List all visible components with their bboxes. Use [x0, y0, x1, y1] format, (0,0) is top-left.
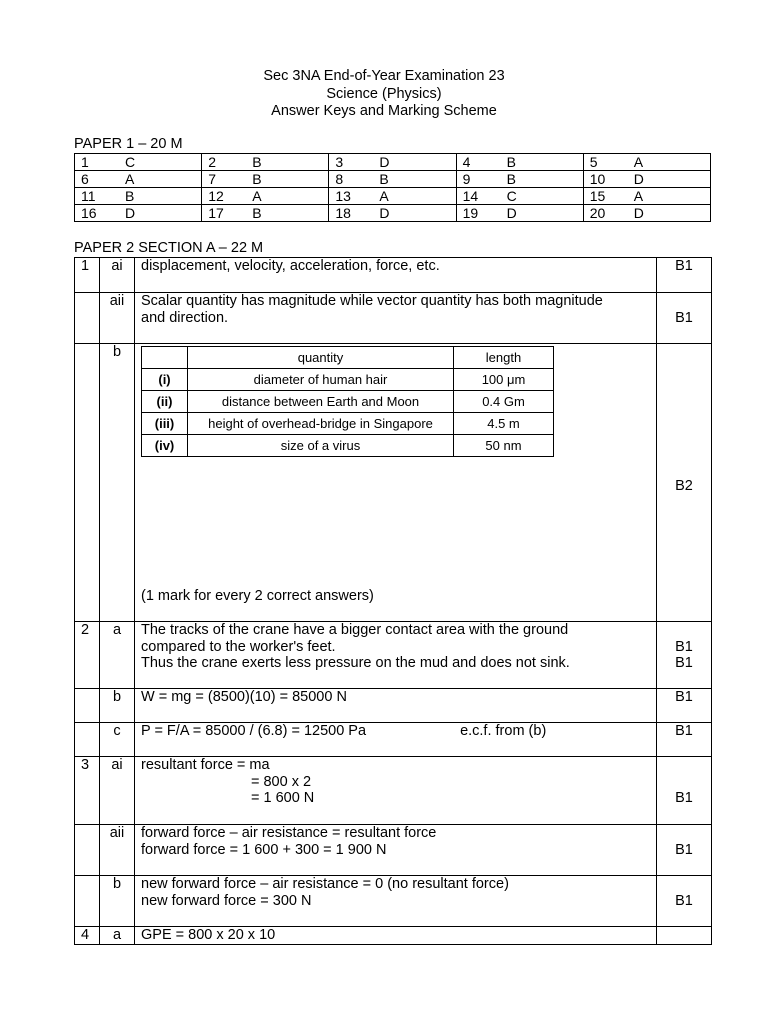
mark-value: B2: [675, 478, 693, 494]
table-row: [75, 188, 711, 205]
question-number: 11: [81, 188, 96, 204]
answer-line: and direction.: [141, 309, 229, 326]
length-cell: 0.4 Gm: [454, 391, 554, 413]
answer-cell: [329, 188, 456, 205]
answer-letter: D: [379, 205, 390, 221]
ecf-note: e.c.f. from (b): [460, 723, 547, 739]
mark-cell: [657, 825, 712, 876]
answer-cell: [456, 188, 583, 205]
table-row: [75, 622, 712, 689]
answer-line: = 800 x 2: [251, 773, 312, 790]
answer-line: GPE = 800 x 20 x 10: [141, 927, 276, 943]
answer-letter: B: [252, 205, 262, 221]
answer-letter: B: [506, 154, 516, 170]
question-number: 2: [208, 154, 216, 170]
paper2-heading: PAPER 2 SECTION A – 22 M: [74, 240, 264, 256]
table-row: [75, 258, 712, 293]
paper2-marking-table: [74, 257, 712, 945]
question-number: 8: [335, 171, 344, 187]
quantity-length-table: [141, 346, 554, 457]
mark-value: B1: [675, 258, 693, 274]
question-number: 1: [75, 258, 100, 293]
answer-cell: [456, 171, 583, 188]
answer-cell: [75, 154, 202, 171]
subpart-label: a: [100, 622, 135, 689]
answer-letter: B: [125, 188, 135, 204]
mark-cell: [657, 293, 712, 344]
title-line-subject: Science (Physics): [326, 85, 442, 102]
mark-value: B1: [675, 790, 693, 806]
mark-value: B1: [675, 689, 693, 705]
title-line-exam: Sec 3NA End-of-Year Examination 23: [263, 68, 505, 84]
answer-line: compared to the worker's feet.: [141, 638, 336, 655]
table-row: [75, 344, 712, 622]
length-cell: 50 nm: [454, 435, 554, 457]
document-title: [0, 68, 768, 121]
mark-cell: [657, 689, 712, 723]
answer-letter: A: [633, 188, 644, 204]
answer-letter: B: [506, 171, 516, 187]
answer-letter: A: [252, 188, 262, 204]
answer-cell: [75, 171, 202, 188]
answer-line: Scalar quantity has magnitude while vector quantity has both magnitude: [141, 293, 603, 309]
table-row: [142, 435, 554, 457]
table-row: [75, 154, 711, 171]
answer-letter: A: [125, 171, 135, 187]
answer-cell: [456, 154, 583, 171]
answer-letter: B: [252, 154, 262, 170]
answer-text: [135, 927, 657, 945]
row-label: (i): [142, 369, 188, 391]
length-cell: 4.5 m: [454, 413, 554, 435]
row-label: (iii): [142, 413, 188, 435]
marking-note: (1 mark for every 2 correct answers): [141, 588, 374, 604]
answer-text: [135, 825, 657, 876]
mark-value: B1: [675, 309, 693, 326]
mark-value: B1: [675, 892, 693, 909]
title-line-scheme: Answer Keys and Marking Scheme: [271, 103, 497, 119]
answer-cell: [75, 205, 202, 222]
question-number: 4: [75, 927, 100, 945]
answer-letter: C: [506, 188, 517, 204]
subpart-label: ai: [100, 757, 135, 825]
subpart-label: b: [100, 876, 135, 927]
table-row: [75, 825, 712, 876]
table-row: [75, 757, 712, 825]
quantity-cell: distance between Earth and Moon: [188, 391, 454, 413]
question-number: 9: [462, 171, 471, 187]
row-label: (iv): [142, 435, 188, 457]
quantity-cell: size of a virus: [188, 435, 454, 457]
subpart-label: a: [100, 927, 135, 945]
table-header-row: [142, 347, 554, 369]
subpart-label: aii: [100, 293, 135, 344]
answer-cell: [583, 188, 710, 205]
answer-text: [135, 689, 657, 723]
question-number: 18: [335, 205, 351, 221]
table-row: [75, 927, 712, 945]
length-cell: 100 μm: [454, 369, 554, 391]
answer-letter: C: [125, 154, 136, 170]
answer-letter: B: [379, 171, 389, 187]
answer-letter: B: [252, 171, 262, 187]
subpart-label: c: [100, 723, 135, 757]
column-header: quantity: [188, 347, 454, 369]
answer-cell: [583, 154, 710, 171]
table-row: [75, 723, 712, 757]
answer-line: W = mg = (8500)(10) = 85000 N: [141, 689, 347, 705]
answer-cell: [202, 154, 329, 171]
answer-text: [135, 344, 657, 622]
question-number: 3: [335, 154, 344, 170]
question-number: 5: [589, 154, 598, 170]
table-row: [75, 171, 711, 188]
answer-line: new forward force – air resistance = 0 (no resultant force): [141, 876, 509, 892]
question-number: 7: [208, 171, 216, 187]
answer-cell: [202, 171, 329, 188]
answer-text: [135, 293, 657, 344]
answer-letter: D: [379, 154, 390, 170]
answer-cell: [202, 188, 329, 205]
question-number: 1: [81, 154, 89, 170]
question-number: 13: [335, 188, 351, 204]
mark-cell: [657, 344, 712, 622]
row-label: (ii): [142, 391, 188, 413]
question-number: 2: [75, 622, 100, 689]
paper1-answer-grid: [74, 153, 711, 222]
answer-letter: D: [125, 205, 136, 221]
table-row: [75, 293, 712, 344]
subpart-label: aii: [100, 825, 135, 876]
subpart-label: ai: [100, 258, 135, 293]
answer-line: Thus the crane exerts less pressure on the mud and does not sink.: [141, 655, 570, 671]
quantity-cell: diameter of human hair: [188, 369, 454, 391]
question-number: 17: [208, 205, 224, 221]
mark-cell: [657, 258, 712, 293]
answer-cell: [329, 171, 456, 188]
answer-text: [135, 876, 657, 927]
question-number: 16: [81, 205, 97, 221]
answer-line: The tracks of the crane have a bigger contact area with the ground: [141, 622, 569, 638]
paper1-heading: PAPER 1 – 20 M: [74, 136, 183, 152]
mark-cell: [657, 757, 712, 825]
table-row: [75, 876, 712, 927]
question-number: 4: [462, 154, 471, 170]
question-number: 3: [75, 757, 100, 825]
mark-cell: [657, 723, 712, 757]
answer-cell: [583, 205, 710, 222]
table-row: [75, 205, 711, 222]
answer-line: P = F/A = 85000 / (6.8) = 12500 Pa: [141, 723, 367, 739]
answer-line: displacement, velocity, acceleration, force, etc.: [141, 258, 440, 274]
mark-cell: [657, 927, 712, 945]
question-number: 6: [81, 171, 89, 187]
mark-cell: [657, 622, 712, 689]
subpart-label: b: [100, 689, 135, 723]
column-header: [142, 347, 188, 369]
table-row: [75, 689, 712, 723]
answer-cell: [329, 205, 456, 222]
mark-value: B1: [675, 638, 693, 655]
question-number: 12: [208, 188, 224, 204]
answer-cell: [202, 205, 329, 222]
question-number: 14: [462, 188, 479, 204]
answer-letter: A: [633, 154, 644, 170]
answer-cell: [583, 171, 710, 188]
answer-text: [135, 622, 657, 689]
answer-text: [135, 757, 657, 825]
mark-value: B1: [675, 841, 693, 858]
mark-value: B1: [675, 723, 693, 739]
mark-value: B1: [675, 655, 693, 671]
answer-cell: [456, 205, 583, 222]
answer-line: forward force – air resistance = resultant force: [141, 825, 437, 841]
answer-letter: D: [506, 205, 517, 221]
answer-letter: D: [633, 205, 644, 221]
column-header: length: [454, 347, 554, 369]
answer-line: resultant force = ma: [141, 757, 270, 773]
subpart-label: b: [100, 344, 135, 622]
question-number: 15: [589, 188, 606, 204]
answer-line: = 1 600 N: [251, 790, 315, 806]
quantity-cell: height of overhead-bridge in Singapore: [188, 413, 454, 435]
table-row: [142, 391, 554, 413]
answer-line: forward force = 1 600 + 300 = 1 900 N: [141, 841, 387, 858]
question-number: 10: [589, 171, 606, 187]
question-number: 20: [589, 205, 606, 221]
mark-cell: [657, 876, 712, 927]
answer-letter: D: [633, 171, 644, 187]
answer-cell: [329, 154, 456, 171]
question-number: 19: [462, 205, 479, 221]
answer-line: new forward force = 300 N: [141, 892, 312, 909]
table-row: [142, 413, 554, 435]
answer-text: [135, 258, 657, 293]
answer-text: [135, 723, 657, 757]
table-row: [142, 369, 554, 391]
answer-letter: A: [379, 188, 389, 204]
answer-cell: [75, 188, 202, 205]
